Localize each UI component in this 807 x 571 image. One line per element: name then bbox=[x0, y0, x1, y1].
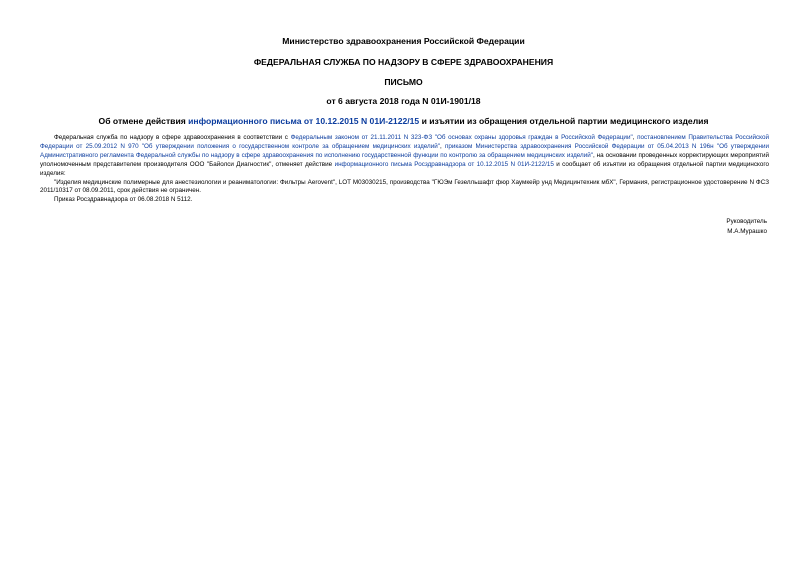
paragraph-3: Приказ Росздравнадзора от 06.08.2018 N 5112. bbox=[54, 196, 193, 204]
p1-text-1: Федеральная служба по надзору в сфере здравоохранения в соответствии с bbox=[54, 134, 291, 141]
title-link[interactable]: информационного письма от 10.12.2015 N 01И-2122/15 bbox=[188, 116, 420, 126]
p1-text-2: , bbox=[632, 134, 638, 141]
service-name: ФЕДЕРАЛЬНАЯ СЛУЖБА ПО НАДЗОРУ В СФЕРЕ ЗДРАВООХРАНЕНИЯ bbox=[253, 57, 554, 67]
p1-text-4: , на основании проведенных корректирующих мероприятий уполномоченным представителем производителя ООО "Байолси Диагностик", отменяет действие bbox=[40, 151, 769, 168]
document-type: ПИСЬМО bbox=[384, 77, 423, 87]
document-body bbox=[40, 134, 769, 205]
link-federal-law[interactable]: Федеральным законом от 21.11.2011 N 323-ФЗ "Об основах охраны здоровья граждан в Российской Федерации" bbox=[290, 134, 633, 141]
paragraph-1 bbox=[40, 134, 769, 179]
document-date: от 6 августа 2018 года N 01И-1901/18 bbox=[326, 96, 481, 106]
signature-block bbox=[726, 217, 767, 236]
document-title bbox=[0, 116, 807, 127]
p1-text-3: , bbox=[440, 142, 445, 150]
paragraph-2: "Изделия медицинские полимерные для анестезиологии и реаниматологии: Фильтры Aerovent", LOT M03030215, производства "ГЮЭм Гезелльшафт фюр Хаумкейр унд Медицинтехник мбХ", Германия, регистрационное удостоверение N ФСЗ 2011/10317 от 08.09.2011, срок действия не ограничен. bbox=[40, 178, 769, 195]
link-government-decree[interactable]: постановлением Правительства Российской Федерации от 25.09.2012 N 970 "Об утверждении положения о государственном контроле за обращением медицинских изделий" bbox=[40, 134, 770, 150]
link-ministry-order[interactable]: приказом Министерства здравоохранения Российской Федерации от 05.04.2013 N 196н "Об утверждении Административного регламента Федеральной службы по надзору в сфере здравоохранения по исполнению государственной функции по контролю за обращением медицинских изделий" bbox=[40, 142, 769, 159]
signer-name: М.А.Мурашко bbox=[727, 227, 767, 235]
signer-position: Руководитель bbox=[726, 218, 767, 225]
p1-text-5: и сообщает об изъятии из обращения отдельной партии медицинского изделия: bbox=[40, 160, 769, 177]
link-info-letter[interactable]: информационного письма Росздравнадзора от 10.12.2015 N 01И-2122/15 bbox=[334, 160, 554, 168]
ministry-name: Министерство здравоохранения Российской Федерации bbox=[282, 36, 525, 46]
title-suffix: и изъятии из обращения отдельной партии медицинского изделия bbox=[419, 116, 709, 126]
title-prefix: Об отмене действия bbox=[98, 116, 189, 126]
